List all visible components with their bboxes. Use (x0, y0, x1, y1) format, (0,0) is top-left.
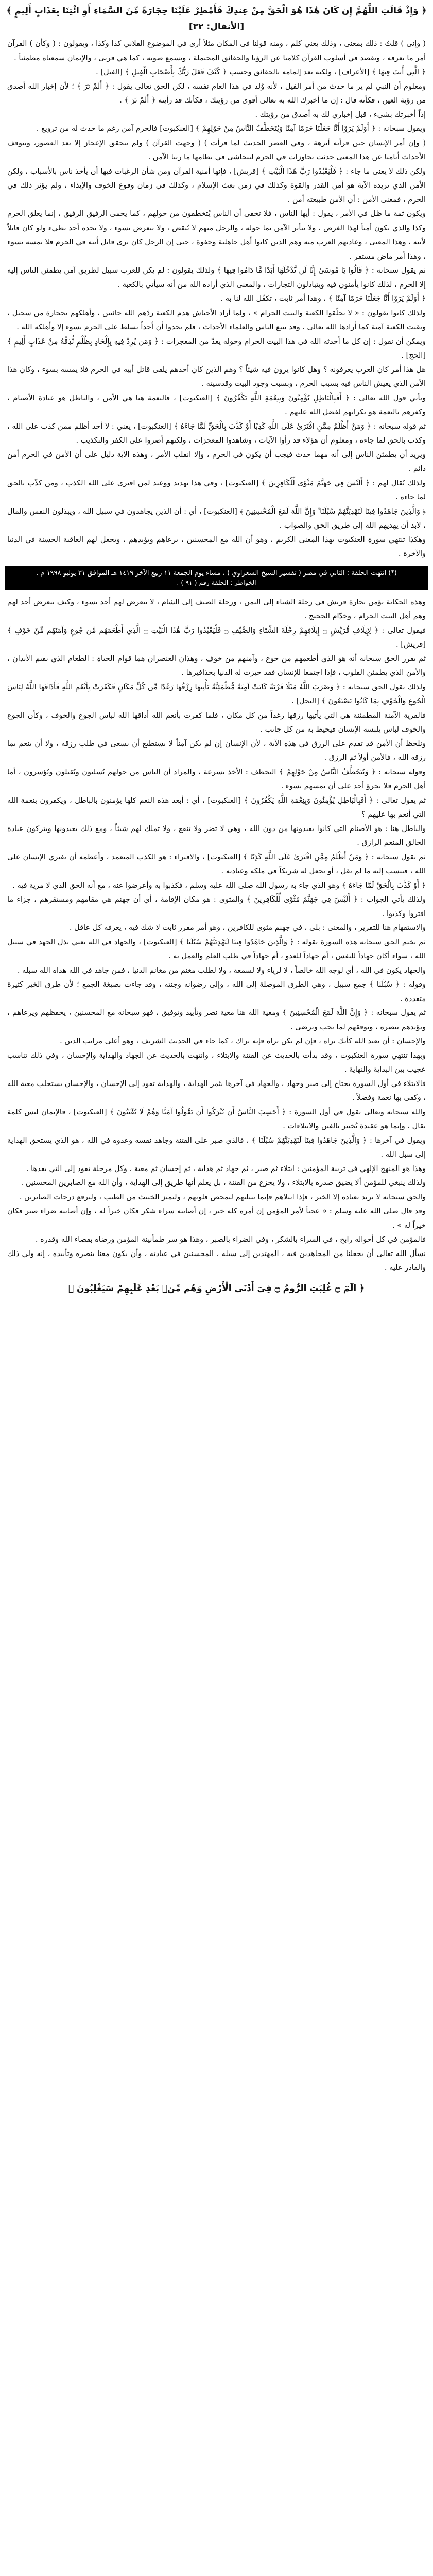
paragraph: ولذلك يقول الحق سبحانه : ﴿ وَضَرَبَ اللَّهُ مَثَلًا قَرْيَةً كَانَتْ آمِنَةً مُّطْمَئِنَّةً يَأْتِيهَا رِزْقُهَا رَغَدًا مِّن كُلِّ مَكَانٍ فَكَفَرَتْ بِأَنْعُمِ اللَّهِ فَأَذَاقَهَا اللَّهُ لِبَاسَ الْجُوعِ وَالْخَوْفِ بِمَا كَانُوا يَصْنَعُونَ ﴾ [النحل] . (7, 683, 426, 705)
paragraph: وهذا هو المنهج الإلهي في تربية المؤمنين : ابتلاء ثم صبر ، ثم جهاد ثم هداية ، ثم إحسان ثم معية ، وكل مرحلة تقود إلى التي بعدها . (26, 1164, 426, 1173)
paragraph: وقد قال صلى الله عليه وسلم : « عجباً لأمر المؤمن إن أمره كله خير ، إن أصابته سراء شكر فكان خيراً له ، وإن أصابته ضراء صبر فكان خيراً له » . (7, 1207, 426, 1230)
paragraph: إذاً أخبرتك بشيء ، قبل إخباري لك به أصدق من رؤيتك . (255, 110, 426, 119)
paragraph: ثم يقول تعالى : ﴿ أَفَبِالْبَاطِلِ يُؤْمِنُونَ وَبِنِعْمَةِ اللَّهِ يَكْفُرُونَ ﴾ [العنكبوت] ، أي : أبعد هذه النعم كلها يؤمنون بالباطل ، ويكفرون بنعمة الله التي أنعم بها عليهم ؟ (7, 796, 426, 819)
paragraph: ﴿ أَوْ كَذَّبَ بِالْحَقِّ لَمَّا جَاءَهُ ﴾ وهو الذي جاء به رسول الله صلى الله عليه وسلم ، فكذبوا به وأعرضوا عنه ، مع أنه الحق الذي لا مرية فيه . (12, 881, 426, 890)
paragraph: فالابتلاء في أول السورة يحتاج إلى صبر وجهاد ، والجهاد في آخرها يثمر الهداية ، والهداية تقود إلى الإحسان ، والإحسان يستجلب معية الله ، وكفى بها نعمة وفضلاً . (7, 1079, 426, 1102)
paragraph: ويكون ثمة ما ظل في الأمر ، يقول : أيها الناس ، فلا تخفى أن الناس يُتخطفون من حولهم ، كما يحمى الرفيق الرفيق ، إنما يعلق الحرم وكذا والذي يكون أمناً لهذا الغرض ، ولا يتأثر الآمن بما حوله ، والرجل منهم لا يُنقض ، ولا يتعرض بسوء ، ولا يجده أحد بطيء ولو كان قاتلاً لأبيه ، وهذا المعنى ، وعادتهم العرب منه وهم الذين كانوا أهل جاهلية وجفوة ، حتى إن الرجل كان يرى قاتل أبيه في الحرم فلا يمسه بسوء ، وهذا أمر ماض مستقر . (7, 210, 426, 261)
paragraph: والباطل هنا : هو الأصنام التي كانوا يعبدونها من دون الله ، وهي لا تضر ولا تنفع ، ولا تملك لهم شيئاً ، ومع ذلك يعبدونها ويتركون عبادة الخالق المنعم الرازق . (7, 824, 426, 847)
spacer (5, 1276, 428, 1281)
paragraph: فالقرية الآمنة المطمئنة هي التي يأتيها رزقها رغداً من كل مكان ، فلما كفرت بأنعم الله أذاقها الله لباس الجوع والخوف ، وكأن الجوع والخوف لباس يلبسه الإنسان فيحيط به من كل جانب . (7, 711, 426, 734)
paragraph: ويريد أن يطمئن الناس إلى أنه مهما حدث فيجب أن يكون في الحرم ، وإلا انقلب الأمر ، وهذه الآية دليل على أن الأمن في الحرم أمن دائم . (7, 450, 426, 473)
commentary-section-1 (5, 37, 428, 562)
paragraph: ثم يقول سبحانه : ﴿ وَمَنْ أَظْلَمُ مِمَّنِ افْتَرَىٰ عَلَى اللَّهِ كَذِبًا ﴾ [العنكبوت] ، والافتراء : هو الكذب المتعمد ، وأعظمه أن يفتري الإنسان على الله ، فينسب إليه ما لم يقل ، أو يجعل له شريكاً في ملكه وعبادته . (7, 853, 426, 875)
commentary-section-2 (5, 596, 428, 1276)
paragraph: نسأل الله تعالى أن يجعلنا من المجاهدين فيه ، المهتدين إلى سبله ، المحسنين في عبادته ، وأن يكون معنا بنصره وتأييده ، إنه ولي ذلك والقادر عليه . (7, 1249, 426, 1272)
paragraph: وهكذا تنتهي سورة العنكبوت بهذا المعنى الكريم ، وهو أن الله مع المحسنين ، يرعاهم ويؤيدهم ، ويجعل لهم العاقبة الحسنة في الدنيا والآخرة . (7, 535, 426, 558)
paragraph: ثم قوله سبحانه : ﴿ وَمَنْ أَظْلَمُ مِمَّنِ افْتَرَىٰ عَلَى اللَّهِ كَذِبًا أَوْ كَذَّبَ بِالْحَقِّ لَمَّا جَاءَهُ ﴾ [العنكبوت] ، يعني : لا أحد أظلم ممن كذب على الله ، وكذب بالحق لما جاءه ، ومعلوم أن هؤلاء قد رأوا الآيات ، وشاهدوا المعجزات ، ولكنهم أصروا على الكفر والتكذيب . (7, 422, 426, 445)
paragraph: ( وإن أمر الإنسان حين قرأته أبرهة ، وفي العصر الحديث لما قرأت ) ( وجهت القرآن ) ولم يتحقق الإعجاز إلا بعد العصور، ويتوقف الأحداث أيامنا عن هذا المعنى حدثت تجاوزات في الحرم لتتحاشى في نظامها ما ربنا الآمن . (7, 139, 426, 161)
paragraph: وقوله سبحانه : ﴿ وَيُتَخَطَّفُ النَّاسُ مِنْ حَوْلِهِمْ ﴾ التخطف : الأخذ بسرعة ، والمراد أن الناس من حولهم يُسلبون ويُقتلون ويُؤسرون ، أما أهل الحرم فلا يجرؤ أحد على أن يمسهم بسوء . (7, 768, 426, 790)
paragraph: فيقول تعالى : ﴿ لِإِيلَافِ قُرَيْشٍ ۝ إِيلَافِهِمْ رِحْلَةَ الشِّتَاءِ وَالصَّيْفِ ۝ فَلْيَعْبُدُوا رَبَّ هَٰذَا الْبَيْتِ ۝ الَّذِي أَطْعَمَهُم مِّن جُوعٍ وَآمَنَهُم مِّنْ خَوْفٍ ﴾ [قريش] . (7, 626, 426, 649)
paragraph: ولذلك ينبغي للمؤمن ألا يضيق صدره بالابتلاء ، ولا يجزع من الفتنة ، بل يعلم أنها طريق إلى الهداية ، وأن الله مع الصابرين المحسنين . (21, 1179, 426, 1187)
paragraph: والجهاد يكون في الله ، أي لوجه الله خالصاً ، لا لرياء ولا لسمعة ، ولا لطلب مغنم من مغانم الدنيا ، فمن جاهد في الله هداه الله سبله . (17, 966, 426, 975)
paragraph: ( وإنى ) قلتُ : ذلك بمعنى ، وذلك يعني كلم ، ومنه قولنا فى المكان مثلاً أرى في الموضوع الفلاني كذا وكذا ، ويقولون : ( وكأن ) القرآن أمر ما تعرفه ، ويقصد في أسلوب القرآن كلامنا عن الرؤيا والحقائق المحتملة ، ونسمع صوته ، كما هي قربى ، والإيمان سمعناه مطمئناً . (7, 40, 426, 62)
paragraph: ثم يقول سبحانه : ﴿ وَإِنَّ اللَّهَ لَمَعَ الْمُحْسِنِينَ ﴾ ومعية الله هنا معية نصر وتأييد وتوفيق ، فهو سبحانه مع المحسنين ، يحفظهم ويرعاهم ، ويؤيدهم بنصره ، ويوفقهم لما يحب ويرضى . (7, 1009, 426, 1031)
paragraph: ويقول سبحانه : ﴿ أَوَلَمْ يَرَوْا أَنَّا جَعَلْنَا حَرَمًا آمِنًا وَيُتَخَطَّفُ النَّاسُ مِنْ حَوْلِهِمْ ﴾ [العنكبوت] فالحرم آمن رغم ما حدث له من ترويع . (36, 125, 426, 133)
paragraph: وقوله : ﴿ سُبُلَنَا ﴾ جمع سبيل ، وهي الطرق الموصلة إلى الله ، وإلى رضوانه وجنته ، وقد جاءت بصيغة الجمع ؛ لأن طرق الخير كثيرة متعددة . (7, 980, 426, 1003)
paragraph: ثم يقول سبحانه : ﴿ قَالُوا يَا مُوسَىٰ إِنَّا لَن نَّدْخُلَهَا أَبَدًا مَّا دَامُوا فِيهَا ﴾ ولذلك يقولون : لم يكن للعرب سبيل لطريق آمن يطمئن الناس إليه إلا الحرم ، لذلك كانوا يأمنون فيه ويتبادلون التجارات ، والمعنى الذي أراده الله من أنه سيأتي بالكعبة . (7, 266, 426, 289)
paragraph: هل هذا أمر كان العرب يعرفونه ؟ وهل كانوا يرون فيه شيئاً ؟ وهم الذين كان أحدهم يلقى قاتل أبيه في الحرم فلا يمسه بسوء ، وكان هذا الأمن الذي يعيش الناس فيه بسبب الحرم ، وبسبب وجود البيت وقدسيته . (7, 365, 426, 388)
footnote-banner (5, 566, 428, 590)
paragraph: ويأتي قول الله تعالى : ﴿ أَفَبِالْبَاطِلِ يُؤْمِنُونَ وَبِنِعْمَةِ اللَّهِ يَكْفُرُونَ ﴾ [العنكبوت] ، فالنعمة هنا هي الأمن ، والباطل هو عبادة الأصنام ، وكفرهم بالنعمة هو نكرانهم لفضل الله عليهم . (7, 394, 426, 416)
paragraph: ومعلوم أن النبي لم ير ما حدث من أمر الفيل ، لأنه وُلد في هذا العام نفسه ، لكن الحق تعالى يقول : ﴿ أَلَمْ تَرَ ﴾ ؛ لأن إخبار الله أصدق من رؤية العين ، فكأنه قال : إن ما أخبرك الله به تعالى أقوى من رؤيتك ، فكأنك قد رأيته ﴿ أَلَمْ تَرَ ﴾ . (7, 82, 426, 105)
paragraph: ثم يختم الحق سبحانه هذه السورة بقوله : ﴿ وَالَّذِينَ جَاهَدُوا فِينَا لَنَهْدِيَنَّهُمْ سُبُلَنَا ﴾ [العنكبوت] ، والجهاد في الله يعني بذل الجهد في سبيل الله ، سواء أكان جهاداً للنفس ، أم جهاداً للعدو ، أم جهاداً في طلب العلم والعمل به . (7, 938, 426, 960)
paragraph: ﴿ الَّتِي أَنتَ فِيهَا ﴾ [الأعراف] ، ولكنه بعد إلمامه بالحقائق وحسب ﴿ كَيْفَ فَعَلَ رَبُّكَ بِأَصْحَابِ الْفِيلِ ﴾ [الفيل] . (96, 68, 426, 76)
paragraph: ثم يقرر الحق سبحانه أنه هو الذي أطعمهم من جوع ، وآمنهم من خوف ، وهذان العنصران هما قوام الحياة : الطعام الذي يقيم الأبدان ، والأمن الذي يطمئن القلوب ، فإذا اجتمعا للإنسان فقد حيزت له الدنيا بحذافيرها . (7, 654, 426, 677)
paragraph: ﴿ أَوَلَمْ يَرَوْا أَنَّا جَعَلْنَا حَرَمًا آمِنًا ﴾ ، وهذا أمر ثابت ، تكفّل الله لنا به . (220, 295, 426, 303)
paragraph: وهذه الحكاية تؤمن تجارة قريش في رحلة الشتاء إلى اليمن ، ورحلة الصيف إلى الشام ، لا يتعرض لهم أحد بسوء ، وكيف يتعرض أحد لهم وهم أهل البيت الحرام ، وخدّام الحجيج . (7, 598, 426, 620)
paragraph: ولذلك يُقال لهم : ﴿ أَلَيْسَ فِي جَهَنَّمَ مَثْوًى لِّلْكَافِرِينَ ﴾ [العنكبوت] ، وفي هذا تهديد ووعيد لمن افترى على الله الكذب ، ومن كذّب بالحق لما جاءه . (7, 479, 426, 501)
paragraph: وبهذا تنتهي سورة العنكبوت ، وقد بدأت بالحديث عن الفتنة والابتلاء ، وانتهت بالحديث عن الجهاد والهداية والإحسان ، وفي ذلك تناسب عجيب بين البداية والنهاية . (7, 1051, 426, 1074)
paragraph: والاستفهام هنا للتقرير ، والمعنى : بلى ، في جهنم مثوى للكافرين ، وهو أمر مقرر ثابت لا شك فيه ، يعرفه كل عاقل . (69, 924, 426, 932)
paragraph: ولذلك يأتي الجواب : ﴿ أَلَيْسَ فِي جَهَنَّمَ مَثْوًى لِّلْكَافِرِينَ ﴾ والمثوى : هو مكان الإقامة ، أي أن جهنم هي مقامهم ومستقرهم ، جزاء ما افتروا وكذبوا . (7, 895, 426, 918)
paragraph: ويقول في آخرها : ﴿ وَالَّذِينَ جَاهَدُوا فِينَا لَنَهْدِيَنَّهُمْ سُبُلَنَا ﴾ ، فالذي صبر على الفتنة وجاهد نفسه وعدوه في الله ، هو الذي يستحق الهداية إلى سبل الله . (7, 1136, 426, 1159)
paragraph: ﴿ وَالَّذِينَ جَاهَدُوا فِينَا لَنَهْدِيَنَّهُمْ سُبُلَنَا ۚ وَإِنَّ اللَّهَ لَمَعَ الْمُحْسِنِينَ ﴾ [العنكبوت] ، أي : أن الذين يجاهدون في سبيل الله ، ويبذلون النفس والمال ، لابد أن يهديهم الله إلى طريق الحق والصواب . (7, 507, 426, 530)
top-verse: ﴿ وَإِذْ قَالَتِ اللَّهُمَّ إِن كَانَ هَٰذَا هُوَ الْحَقَّ مِنْ عِندِكَ فَأَمْطِرْ عَلَيْنَا حِجَارَةً مِّنَ السَّمَاءِ أَوِ ائْتِنَا بِعَذَابٍ أَلِيمٍ ﴾ [الأنفال: ٣٢] (6, 6, 427, 32)
paragraph: ولذلك كانوا يقولون : « لا تحلّقوا الكعبة والبيت الحرام » ، ولما أراد الأحباش هدم الكعبة ردّهم الله خائبين ، وأهلكهم بحجارة من سجيل ، وبقيت الكعبة آمنة كما أرادها الله تعالى . وقد تتبع الناس والعلماء الأحداث ، فلم يجدوا أن أحداً تسلط على الحرم بسوء إلا وأهلكه الله . (7, 309, 426, 331)
paragraph: ونلحظ أن الأمن قد تقدم على الرزق في هذه الآية ، لأن الإنسان إن لم يكن آمناً لا يستطيع أن يسعى في طلب رزقه ، ولا أن ينعم بما رزقه الله ، فالأمن أولاً ثم الرزق . (7, 739, 426, 762)
paragraph: والإحسان : أن تعبد الله كأنك تراه ، فإن لم تكن تراه فإنه يراك ، كما جاء في الحديث الشريف ، وهو أعلى مراتب الدين . (60, 1037, 426, 1045)
paragraph: ولكن ذلك لا يعنى ما جاء : ﴿ فَلْيَعْبُدُوا رَبَّ هَٰذَا الْبَيْتِ ﴾ [قريش] ، فإنها أمنية القرآن ومن شأن الرغبات فيها أن يأخذ ناس بالأسباب ، ولكن الأمن الذي تريده الآية هو أمن القدر والقوة وكذلك في زمن بعث الإسلام ، وكذلك في زمان وقوع الخوف والإيذاء ، ولم يؤثر ذلك في الحرم ، فمعنى الأمن : أن الأمن طبيعته أمن . (7, 167, 426, 204)
paragraph: والحق سبحانه لا يريد بعباده إلا الخير ، فإذا ابتلاهم فإنما يبتليهم ليمحص قلوبهم ، وليميز الخبيث من الطيب ، وليرفع درجات الصابرين . (19, 1193, 426, 1201)
banner-line: (*) انتهت الحلقة : الثاني في مصر ( تفسير الشيخ الشعراوي ) ، مساء يوم الجمعة ١١ ربيع الآخر ١٤١٩ هـ الموافق ٣١ يوليو ١٩٩٨ م . (36, 569, 397, 577)
banner-line: الخواطر : الحلقة رقم ( ٩١ ) . (177, 578, 256, 586)
paragraph: فالمؤمن في كل أحواله رابح ، في السراء بالشكر ، وفي الضراء بالصبر ، وهذا هو سر طمأنينة المؤمن ورضاه بقضاء الله وقدره . (35, 1235, 426, 1244)
paragraph: والله سبحانه وتعالى يقول في أول السورة : ﴿ أَحَسِبَ النَّاسُ أَن يُتْرَكُوا أَن يَقُولُوا آمَنَّا وَهُمْ لَا يُفْتَنُونَ ﴾ [العنكبوت] ، فالإيمان ليس كلمة تقال ، وإنما هو عقيدة تُختبر بالفتن والابتلاءات . (7, 1108, 426, 1130)
bottom-verse: ﴿ الٓمٓ ۝ غُلِبَتِ الرُّومُ ۝ فِىٓ أَدْنَى الْأَرْضِ وَهُم مِّنۢ بَعْدِ غَلَبِهِمْ سَيَغْلِبُونَ ﴾ (68, 1283, 365, 1294)
paragraph: ويمكن أن نقول : إن كل ما أحدثه الله في هذا البيت الحرام وحوله يعدّ من المعجزات : ﴿ وَمَن يُرِدْ فِيهِ بِإِلْحَادٍ بِظُلْمٍ نُّذِقْهُ مِنْ عَذَابٍ أَلِيمٍ ﴾ [الحج] . (7, 337, 426, 360)
